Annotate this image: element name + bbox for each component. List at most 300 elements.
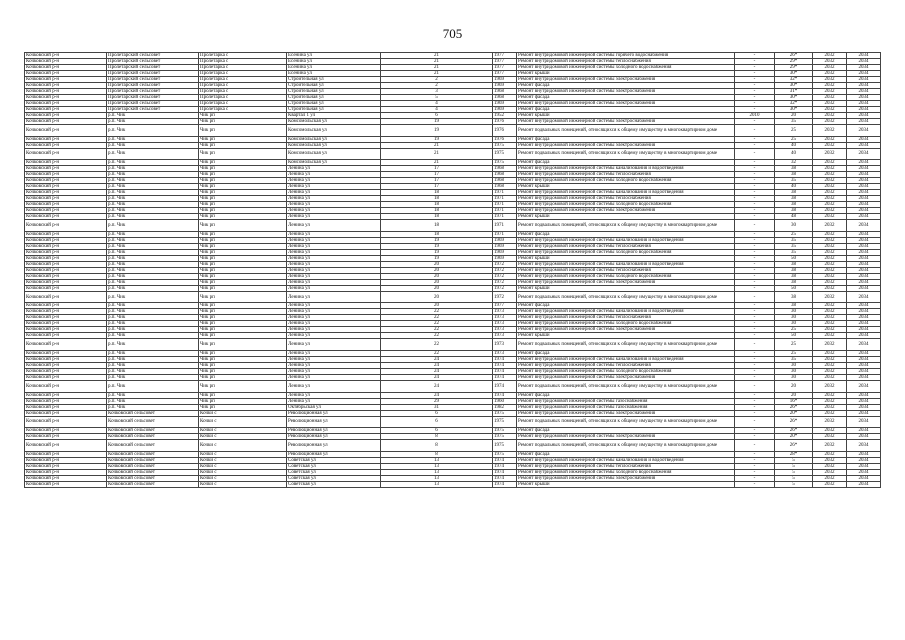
cell-period-end: 2034 — [847, 392, 881, 398]
cell-period-end: 2034 — [847, 113, 881, 119]
cell-district: Кочковский р-н — [25, 279, 107, 285]
table-row — [25, 339, 881, 351]
cell-work-type: Ремонт внутридомовой инженерной системы электроснабжения — [517, 119, 735, 125]
cell-house-number: 20 — [381, 279, 493, 285]
cell-period-start: 2032 — [813, 368, 847, 374]
cell-municipality: Кочковский сельсовет — [107, 481, 199, 487]
cell-period-start: 2032 — [813, 463, 847, 469]
cell-period-start: 2032 — [813, 160, 847, 166]
cell-house-number: 20 — [381, 267, 493, 273]
cell-build-year: 1971 — [493, 208, 517, 214]
cell-period-end: 2034 — [847, 125, 881, 137]
cell-work-type: Ремонт подвальных помещений, относящихся к общему имуществу в многоквартирном доме — [517, 291, 735, 303]
cell-district: Кочковский р-н — [25, 410, 107, 416]
cell-house-number: 5 — [381, 95, 493, 101]
cell-period-start: 2032 — [813, 184, 847, 190]
cell-settlement: Пролетарка с — [199, 59, 287, 65]
cell-settlement: Чик рп — [199, 249, 287, 255]
cell-wear-percent: 38 — [775, 273, 813, 279]
cell-street: Ленина ул — [287, 380, 381, 392]
cell-period-end: 2034 — [847, 267, 881, 273]
cell-work-type: Ремонт внутридомовой инженерной системы канализования и водоотведения — [517, 166, 735, 172]
cell-build-year: 1968 — [493, 184, 517, 190]
cell-municipality: р.п. Чик — [107, 202, 199, 208]
cell-work-type: Ремонт внутридомовой инженерной системы электроснабжения — [517, 142, 735, 148]
cell-period-start: 2032 — [813, 65, 847, 71]
cell-street: Строительная ул — [287, 89, 381, 95]
cell-street: Комсомольская ул — [287, 148, 381, 160]
cell-house-number: 6 — [381, 113, 493, 119]
cell-settlement: Чик рп — [199, 237, 287, 243]
cell-wear-percent: 38 — [775, 267, 813, 273]
cell-wear-percent: 38 — [775, 166, 813, 172]
cell-last-repair-year: - — [735, 196, 775, 202]
cell-build-year: 1982 — [493, 404, 517, 410]
cell-wear-percent: 30 — [775, 220, 813, 232]
cell-period-end: 2034 — [847, 291, 881, 303]
cell-district: Кочковский р-н — [25, 350, 107, 356]
cell-house-number: 4 — [381, 107, 493, 113]
cell-last-repair-year: - — [735, 107, 775, 113]
cell-work-type: Ремонт внутридомовой инженерной системы электроснабжения — [517, 208, 735, 214]
cell-street: Ленина ул — [287, 291, 381, 303]
cell-work-type: Ремонт фасада — [517, 451, 735, 457]
cell-work-type: Ремонт крыши — [517, 71, 735, 77]
cell-municipality: р.п. Чик — [107, 142, 199, 148]
cell-municipality: р.п. Чик — [107, 243, 199, 249]
cell-settlement: Чик рп — [199, 333, 287, 339]
cell-street: Ленина ул — [287, 196, 381, 202]
cell-street: Есенина ул — [287, 53, 381, 59]
cell-street: Ленина ул — [287, 243, 381, 249]
cell-period-start: 2032 — [813, 113, 847, 119]
cell-period-start: 2032 — [813, 59, 847, 65]
cell-settlement: Чик рп — [199, 368, 287, 374]
cell-work-type: Ремонт крыши — [517, 184, 735, 190]
cell-last-repair-year: - — [735, 59, 775, 65]
cell-period-end: 2034 — [847, 77, 881, 83]
cell-last-repair-year: - — [735, 410, 775, 416]
cell-period-start: 2032 — [813, 255, 847, 261]
cell-house-number: 19 — [381, 243, 493, 249]
cell-house-number: 20 — [381, 261, 493, 267]
cell-work-type: Ремонт внутридомовой инженерной системы электроснабжения — [517, 410, 735, 416]
cell-settlement: Чик рп — [199, 208, 287, 214]
cell-street: Ленина ул — [287, 368, 381, 374]
cell-work-type: Ремонт внутридомовой инженерной системы холодного водоснабжения — [517, 368, 735, 374]
cell-district: Кочковский р-н — [25, 184, 107, 190]
cell-settlement: Чик рп — [199, 350, 287, 356]
cell-street: Революционная ул — [287, 428, 381, 434]
cell-house-number: 3 — [381, 89, 493, 95]
cell-settlement: Кочки с — [199, 463, 287, 469]
cell-street: Ленина ул — [287, 184, 381, 190]
cell-wear-percent: 40 — [775, 142, 813, 148]
cell-work-type: Ремонт внутридомовой инженерной системы теплоснабжения — [517, 315, 735, 321]
cell-district: Кочковский р-н — [25, 339, 107, 351]
cell-build-year: 1976 — [493, 119, 517, 125]
cell-settlement: Чик рп — [199, 220, 287, 232]
cell-house-number: 6 — [381, 416, 493, 428]
cell-build-year: 1974 — [493, 475, 517, 481]
cell-municipality: р.п. Чик — [107, 220, 199, 232]
cell-period-end: 2034 — [847, 404, 881, 410]
cell-work-type: Ремонт фасада — [517, 160, 735, 166]
cell-municipality: Пролетарский сельсовет — [107, 71, 199, 77]
cell-last-repair-year: - — [735, 249, 775, 255]
cell-period-end: 2034 — [847, 362, 881, 368]
cell-wear-percent: 30 — [775, 368, 813, 374]
cell-build-year: 1975 — [493, 160, 517, 166]
cell-last-repair-year: - — [735, 315, 775, 321]
cell-period-start: 2032 — [813, 83, 847, 89]
cell-wear-percent: 30* — [775, 95, 813, 101]
cell-settlement: Пролетарка с — [199, 71, 287, 77]
cell-house-number: 24 — [381, 374, 493, 380]
cell-street: Ленина ул — [287, 327, 381, 333]
cell-house-number: 18 — [381, 220, 493, 232]
cell-last-repair-year: - — [735, 231, 775, 237]
cell-house-number: 19 — [381, 255, 493, 261]
cell-period-start: 2032 — [813, 237, 847, 243]
cell-build-year: 1968 — [493, 166, 517, 172]
cell-period-start: 2032 — [813, 279, 847, 285]
cell-period-end: 2034 — [847, 196, 881, 202]
cell-work-type: Ремонт крыши — [517, 285, 735, 291]
cell-work-type: Ремонт внутридомовой инженерной системы электроснабжения — [517, 279, 735, 285]
cell-work-type: Ремонт внутридомовой инженерной системы канализования и водоотведения — [517, 237, 735, 243]
cell-municipality: р.п. Чик — [107, 315, 199, 321]
cell-municipality: р.п. Чик — [107, 148, 199, 160]
cell-house-number: 6 — [381, 428, 493, 434]
cell-last-repair-year: - — [735, 261, 775, 267]
cell-period-end: 2034 — [847, 148, 881, 160]
cell-settlement: Чик рп — [199, 172, 287, 178]
cell-district: Кочковский р-н — [25, 362, 107, 368]
cell-wear-percent: 38 — [775, 172, 813, 178]
cell-period-end: 2034 — [847, 172, 881, 178]
cell-wear-percent: 20* — [775, 434, 813, 440]
cell-period-end: 2034 — [847, 434, 881, 440]
table-row — [25, 125, 881, 137]
cell-work-type: Ремонт подвальных помещений, относящихся к общему имуществу в многоквартирном доме — [517, 416, 735, 428]
cell-work-type: Ремонт внутридомовой инженерной системы теплоснабжения — [517, 172, 735, 178]
cell-work-type: Ремонт внутридомовой инженерной системы электроснабжения — [517, 374, 735, 380]
cell-last-repair-year: - — [735, 125, 775, 137]
cell-district: Кочковский р-н — [25, 202, 107, 208]
cell-last-repair-year: - — [735, 243, 775, 249]
cell-wear-percent: 30 — [775, 309, 813, 315]
cell-wear-percent: 31* — [775, 89, 813, 95]
cell-wear-percent: 35 — [775, 237, 813, 243]
cell-build-year: 1974 — [493, 356, 517, 362]
cell-district: Кочковский р-н — [25, 142, 107, 148]
cell-house-number: 18 — [381, 208, 493, 214]
cell-street: Ленина ул — [287, 339, 381, 351]
cell-work-type: Ремонт внутридомовой инженерной системы электроснабжения — [517, 327, 735, 333]
cell-period-start: 2032 — [813, 451, 847, 457]
cell-last-repair-year: - — [735, 398, 775, 404]
cell-municipality: р.п. Чик — [107, 255, 199, 261]
cell-wear-percent: 25 — [775, 350, 813, 356]
cell-build-year: 1952 — [493, 113, 517, 119]
cell-last-repair-year: - — [735, 77, 775, 83]
cell-municipality: р.п. Чик — [107, 160, 199, 166]
cell-municipality: Пролетарский сельсовет — [107, 53, 199, 59]
cell-street: Есенина ул — [287, 59, 381, 65]
cell-work-type: Ремонт внутридомовой инженерной системы теплоснабжения — [517, 196, 735, 202]
cell-settlement: Чик рп — [199, 398, 287, 404]
cell-last-repair-year: - — [735, 65, 775, 71]
cell-house-number: 21 — [381, 71, 493, 77]
cell-period-end: 2034 — [847, 231, 881, 237]
cell-period-start: 2032 — [813, 71, 847, 77]
cell-period-end: 2034 — [847, 451, 881, 457]
cell-work-type: Ремонт внутридомовой инженерной системы холодного водоснабжения — [517, 321, 735, 327]
cell-settlement: Чик рп — [199, 166, 287, 172]
cell-district: Кочковский р-н — [25, 220, 107, 232]
cell-house-number: 24 — [381, 368, 493, 374]
cell-build-year: 1969 — [493, 107, 517, 113]
cell-build-year: 1971 — [493, 214, 517, 220]
cell-wear-percent: 29* — [775, 59, 813, 65]
cell-period-end: 2034 — [847, 279, 881, 285]
cell-settlement: Чик рп — [199, 321, 287, 327]
cell-work-type: Ремонт подвальных помещений, относящихся к общему имуществу в многоквартирном доме — [517, 440, 735, 452]
cell-municipality: Пролетарский сельсовет — [107, 95, 199, 101]
cell-last-repair-year: - — [735, 327, 775, 333]
cell-municipality: р.п. Чик — [107, 261, 199, 267]
cell-work-type: Ремонт фасада — [517, 136, 735, 142]
cell-house-number: 21 — [381, 148, 493, 160]
cell-house-number: 17 — [381, 166, 493, 172]
cell-district: Кочковский р-н — [25, 196, 107, 202]
cell-build-year: 1975 — [493, 451, 517, 457]
cell-municipality: р.п. Чик — [107, 273, 199, 279]
cell-last-repair-year: - — [735, 475, 775, 481]
cell-wear-percent: 5 — [775, 463, 813, 469]
cell-street: Ленина ул — [287, 309, 381, 315]
cell-municipality: Кочковский сельсовет — [107, 416, 199, 428]
cell-house-number: 8 — [381, 434, 493, 440]
table-body — [25, 53, 881, 488]
cell-district: Кочковский р-н — [25, 71, 107, 77]
cell-district: Кочковский р-н — [25, 208, 107, 214]
cell-street: Ленина ул — [287, 273, 381, 279]
cell-house-number: 20 — [381, 285, 493, 291]
cell-last-repair-year: - — [735, 89, 775, 95]
cell-wear-percent: 30* — [775, 83, 813, 89]
cell-street: Ленина ул — [287, 208, 381, 214]
cell-street: Комсомольская ул — [287, 160, 381, 166]
cell-street: Ленина ул — [287, 356, 381, 362]
cell-build-year: 1977 — [493, 65, 517, 71]
cell-work-type: Ремонт внутридомовой инженерной системы холодного водоснабжения — [517, 469, 735, 475]
cell-period-end: 2034 — [847, 428, 881, 434]
cell-district: Кочковский р-н — [25, 404, 107, 410]
cell-street: Ленина ул — [287, 261, 381, 267]
cell-street: Ленина ул — [287, 190, 381, 196]
cell-period-end: 2034 — [847, 95, 881, 101]
cell-period-end: 2034 — [847, 339, 881, 351]
cell-district: Кочковский р-н — [25, 428, 107, 434]
cell-house-number: 18 — [381, 196, 493, 202]
cell-house-number: 22 — [381, 309, 493, 315]
cell-street: Революционная ул — [287, 410, 381, 416]
cell-work-type: Ремонт внутридомовой инженерной системы теплоснабжения — [517, 59, 735, 65]
cell-settlement: Чик рп — [199, 136, 287, 142]
cell-district: Кочковский р-н — [25, 243, 107, 249]
cell-period-start: 2032 — [813, 249, 847, 255]
cell-period-start: 2032 — [813, 261, 847, 267]
cell-period-start: 2032 — [813, 392, 847, 398]
cell-build-year: 1974 — [493, 457, 517, 463]
cell-period-end: 2034 — [847, 208, 881, 214]
cell-build-year: 1977 — [493, 59, 517, 65]
table-row — [25, 220, 881, 232]
cell-house-number: 13 — [381, 463, 493, 469]
cell-street: Комсомольская ул — [287, 136, 381, 142]
cell-district: Кочковский р-н — [25, 451, 107, 457]
cell-period-start: 2032 — [813, 95, 847, 101]
cell-period-start: 2032 — [813, 321, 847, 327]
cell-last-repair-year: - — [735, 101, 775, 107]
cell-district: Кочковский р-н — [25, 160, 107, 166]
cell-wear-percent: 48 — [775, 214, 813, 220]
cell-period-start: 2032 — [813, 267, 847, 273]
cell-last-repair-year: - — [735, 214, 775, 220]
cell-period-end: 2034 — [847, 481, 881, 487]
cell-build-year: 1976 — [493, 136, 517, 142]
cell-municipality: р.п. Чик — [107, 333, 199, 339]
cell-build-year: 1974 — [493, 481, 517, 487]
cell-settlement: Чик рп — [199, 125, 287, 137]
cell-settlement: Чик рп — [199, 291, 287, 303]
cell-last-repair-year: - — [735, 392, 775, 398]
cell-house-number: 22 — [381, 315, 493, 321]
cell-period-end: 2034 — [847, 261, 881, 267]
cell-district: Кочковский р-н — [25, 119, 107, 125]
cell-work-type: Ремонт крыши — [517, 113, 735, 119]
cell-build-year: 1971 — [493, 220, 517, 232]
cell-period-end: 2034 — [847, 469, 881, 475]
cell-municipality: р.п. Чик — [107, 113, 199, 119]
cell-build-year: 1977 — [493, 53, 517, 59]
cell-period-start: 2032 — [813, 273, 847, 279]
cell-last-repair-year: - — [735, 404, 775, 410]
cell-wear-percent: 38 — [775, 291, 813, 303]
housing-repair-table — [24, 52, 881, 488]
cell-build-year: 1971 — [493, 190, 517, 196]
cell-municipality: р.п. Чик — [107, 178, 199, 184]
cell-wear-percent: 20 — [775, 380, 813, 392]
cell-work-type: Ремонт внутридомовой инженерной системы канализования и водоотведения — [517, 457, 735, 463]
cell-work-type: Ремонт фасада — [517, 95, 735, 101]
cell-street: Ленина ул — [287, 315, 381, 321]
cell-work-type: Ремонт фасада — [517, 350, 735, 356]
cell-house-number: 8 — [381, 451, 493, 457]
cell-house-number: 24 — [381, 380, 493, 392]
cell-period-start: 2032 — [813, 380, 847, 392]
cell-period-start: 2032 — [813, 178, 847, 184]
cell-build-year: 1975 — [493, 142, 517, 148]
cell-period-start: 2032 — [813, 350, 847, 356]
cell-work-type: Ремонт подвальных помещений, относящихся к общему имуществу в многоквартирном доме — [517, 125, 735, 137]
cell-district: Кочковский р-н — [25, 309, 107, 315]
cell-period-end: 2034 — [847, 410, 881, 416]
cell-last-repair-year: - — [735, 172, 775, 178]
cell-period-start: 2032 — [813, 148, 847, 160]
cell-period-start: 2032 — [813, 315, 847, 321]
cell-period-end: 2034 — [847, 65, 881, 71]
cell-house-number: 17 — [381, 184, 493, 190]
cell-settlement: Чик рп — [199, 392, 287, 398]
cell-wear-percent: 38 — [775, 196, 813, 202]
cell-last-repair-year: - — [735, 440, 775, 452]
cell-wear-percent: 16* — [775, 398, 813, 404]
cell-build-year: 1969 — [493, 101, 517, 107]
cell-period-start: 2032 — [813, 231, 847, 237]
cell-work-type: Ремонт внутридомовой инженерной системы горячего водоснабжения — [517, 53, 735, 59]
cell-last-repair-year: - — [735, 142, 775, 148]
cell-build-year: 1972 — [493, 261, 517, 267]
cell-period-start: 2032 — [813, 77, 847, 83]
cell-period-end: 2034 — [847, 89, 881, 95]
table-row — [25, 481, 881, 487]
cell-street: Ленина ул — [287, 398, 381, 404]
cell-settlement: Чик рп — [199, 303, 287, 309]
cell-last-repair-year: - — [735, 95, 775, 101]
cell-street: Ленина ул — [287, 172, 381, 178]
cell-street: Комсомольская ул — [287, 125, 381, 137]
cell-settlement: Кочки с — [199, 416, 287, 428]
cell-house-number: 24 — [381, 362, 493, 368]
cell-work-type: Ремонт внутридомовой инженерной системы холодного водоснабжения — [517, 249, 735, 255]
cell-municipality: Кочковский сельсовет — [107, 440, 199, 452]
cell-settlement: Чик рп — [199, 190, 287, 196]
cell-last-repair-year: - — [735, 71, 775, 77]
cell-work-type: Ремонт внутридомовой инженерной системы холодного водоснабжения — [517, 178, 735, 184]
cell-settlement: Пролетарка с — [199, 107, 287, 113]
cell-period-end: 2034 — [847, 374, 881, 380]
cell-last-repair-year: - — [735, 303, 775, 309]
cell-settlement: Чик рп — [199, 196, 287, 202]
cell-period-end: 2034 — [847, 220, 881, 232]
cell-wear-percent: 26* — [775, 53, 813, 59]
cell-period-start: 2032 — [813, 469, 847, 475]
cell-house-number: 21 — [381, 59, 493, 65]
cell-build-year: 1968 — [493, 178, 517, 184]
cell-wear-percent: 30* — [775, 71, 813, 77]
cell-street: Комсомольская ул — [287, 142, 381, 148]
cell-last-repair-year: - — [735, 190, 775, 196]
cell-settlement: Кочки с — [199, 440, 287, 452]
cell-build-year: 1976 — [493, 125, 517, 137]
cell-build-year: 1975 — [493, 434, 517, 440]
cell-settlement: Чик рп — [199, 113, 287, 119]
cell-municipality: р.п. Чик — [107, 136, 199, 142]
cell-municipality: р.п. Чик — [107, 190, 199, 196]
cell-build-year: 1974 — [493, 374, 517, 380]
cell-district: Кочковский р-н — [25, 113, 107, 119]
cell-period-end: 2034 — [847, 202, 881, 208]
cell-period-end: 2034 — [847, 321, 881, 327]
table-row — [25, 148, 881, 160]
cell-period-end: 2034 — [847, 255, 881, 261]
cell-wear-percent: 25 — [775, 125, 813, 137]
cell-street: Есенина ул — [287, 71, 381, 77]
cell-work-type: Ремонт внутридомовой инженерной системы холодного водоснабжения — [517, 65, 735, 71]
